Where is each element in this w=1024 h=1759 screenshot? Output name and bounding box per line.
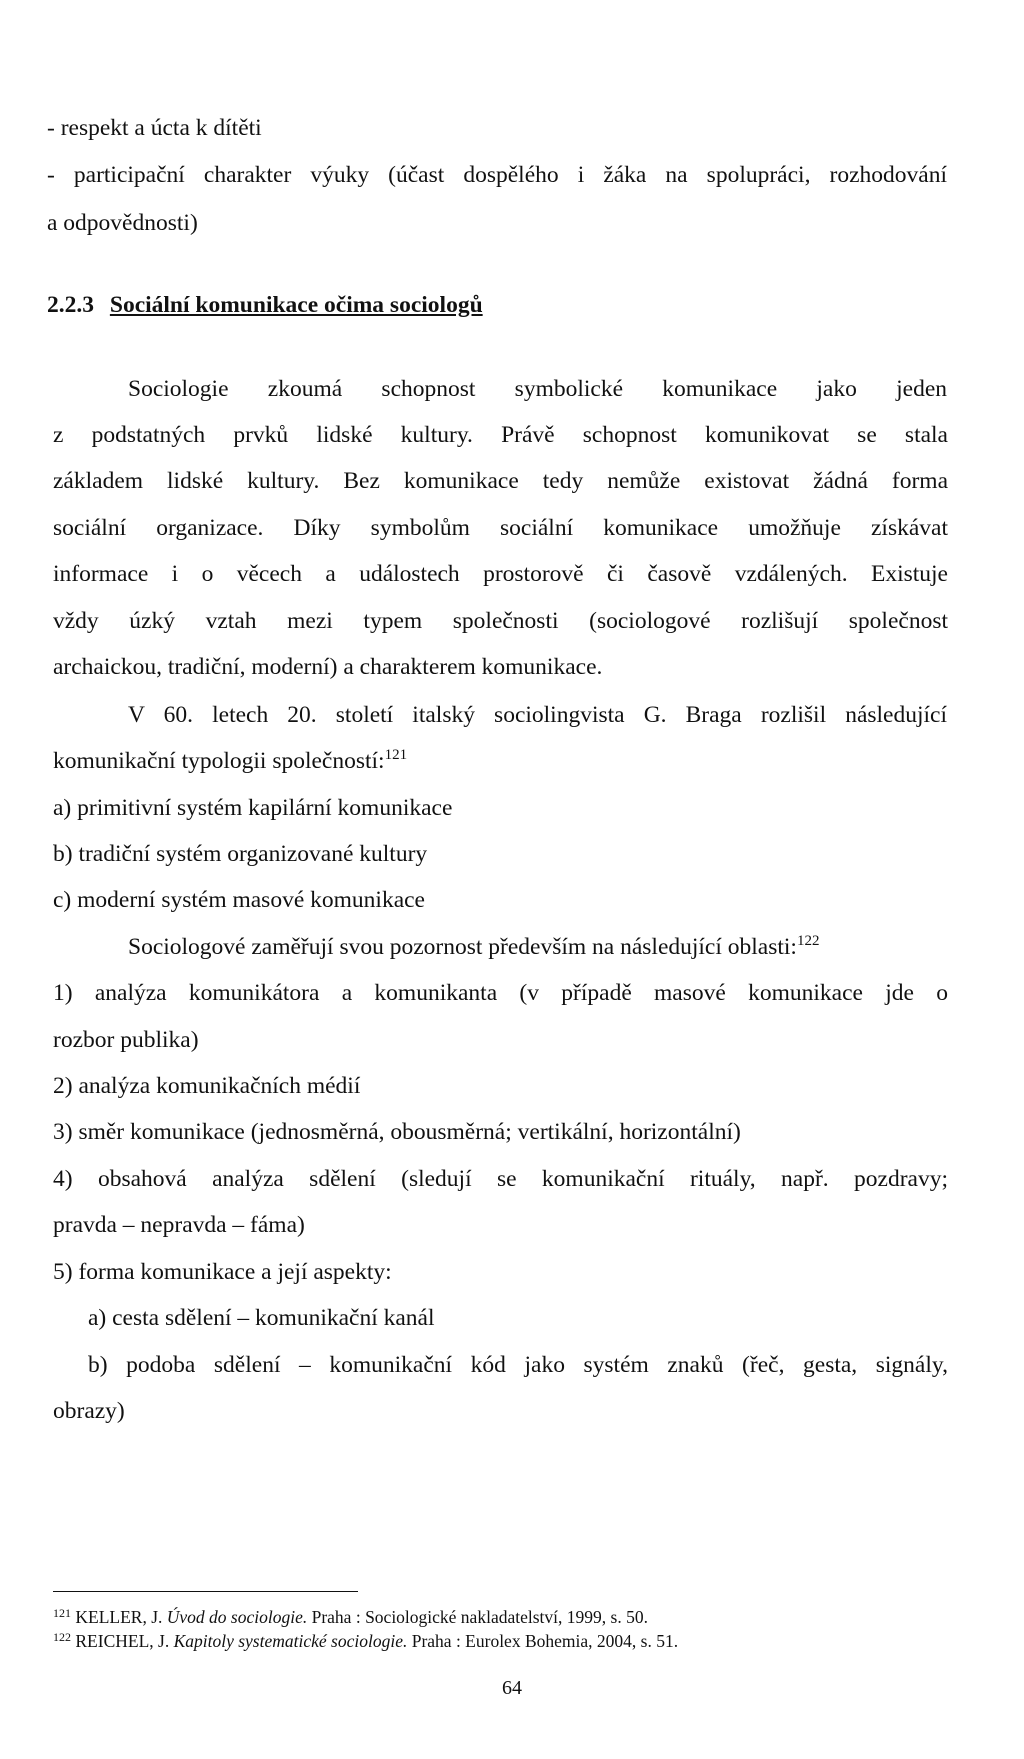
footnote-number: 121 <box>53 1606 71 1620</box>
page-number: 64 <box>502 1677 522 1699</box>
footnote-author: KELLER, J. <box>75 1607 167 1627</box>
list-item: - participační charakter výuky (účast dospělého i žáka na spolupráci, rozhodování <box>47 162 947 188</box>
paragraph-line: z podstatných prvků lidské kultury. Právě schopnost komunikovat se stala <box>53 422 948 448</box>
list-item: 3) směr komunikace (jednosměrná, obousměrná; vertikální, horizontální) <box>53 1119 741 1145</box>
footnote <box>53 1606 648 1628</box>
footnote-divider <box>53 1591 358 1592</box>
footnote-number: 122 <box>53 1630 71 1644</box>
footnote-publication: Praha : Sociologické nakladatelství, 1999, s. 50. <box>307 1607 648 1627</box>
footnote-ref: 121 <box>384 747 408 763</box>
list-item: 5) forma komunikace a její aspekty: <box>53 1259 392 1285</box>
paragraph-line <box>53 746 407 776</box>
paragraph-line <box>128 932 819 962</box>
list-item-continuation: a odpovědnosti) <box>47 210 198 236</box>
list-item-continuation: pravda – nepravda – fáma) <box>53 1212 305 1238</box>
list-item: b) tradiční systém organizované kultury <box>53 841 428 867</box>
paragraph-line: základem lidské kultury. Bez komunikace tedy nemůže existovat žádná forma <box>53 468 948 494</box>
footnote <box>53 1630 678 1652</box>
section-title: Sociální komunikace očima sociologů <box>109 292 483 318</box>
paragraph-line: Sociologie zkoumá schopnost symbolické komunikace jako jeden <box>128 376 947 402</box>
list-item: - respekt a úcta k dítěti <box>47 115 262 141</box>
list-item-continuation: rozbor publika) <box>53 1027 199 1053</box>
footnote-author: REICHEL, J. <box>75 1631 174 1651</box>
list-item: 2) analýza komunikačních médií <box>53 1073 361 1099</box>
footnote-ref: 122 <box>796 933 820 949</box>
list-item: c) moderní systém masové komunikace <box>53 887 425 913</box>
paragraph-line: archaickou, tradiční, moderní) a charakterem komunikace. <box>53 654 603 680</box>
footnote-publication: Praha : Eurolex Bohemia, 2004, s. 51. <box>407 1631 679 1651</box>
footnote-title: Úvod do sociologie. <box>166 1607 308 1627</box>
list-item-continuation: obrazy) <box>53 1398 125 1424</box>
sub-list-item: a) cesta sdělení – komunikační kanál <box>88 1305 435 1331</box>
list-item: a) primitivní systém kapilární komunikace <box>53 795 453 821</box>
paragraph-line: informace i o věcech a událostech prostorově či časově vzdálených. Existuje <box>53 561 948 587</box>
list-item: 4) obsahová analýza sdělení (sledují se komunikační rituály, např. pozdravy; <box>53 1166 948 1192</box>
paragraph-line: vždy úzký vztah mezi typem společnosti (sociologové rozlišují společnost <box>53 608 948 634</box>
footnote-title: Kapitoly systematické sociologie. <box>173 1631 408 1651</box>
list-item: 1) analýza komunikátora a komunikanta (v případě masové komunikace jde o <box>53 980 948 1006</box>
section-heading <box>47 290 483 320</box>
paragraph-text: komunikační typologii společností: <box>53 748 385 774</box>
section-number: 2.2.3 <box>47 292 94 318</box>
paragraph-line: sociální organizace. Díky symbolům sociální komunikace umožňuje získávat <box>53 515 948 541</box>
paragraph-text: Sociologové zaměřují svou pozornost především na následující oblasti: <box>128 934 797 960</box>
sub-list-item: b) podoba sdělení – komunikační kód jako systém znaků (řeč, gesta, signály, <box>88 1352 948 1378</box>
paragraph-line: V 60. letech 20. století italský sociolingvista G. Braga rozlišil následující <box>128 702 947 728</box>
